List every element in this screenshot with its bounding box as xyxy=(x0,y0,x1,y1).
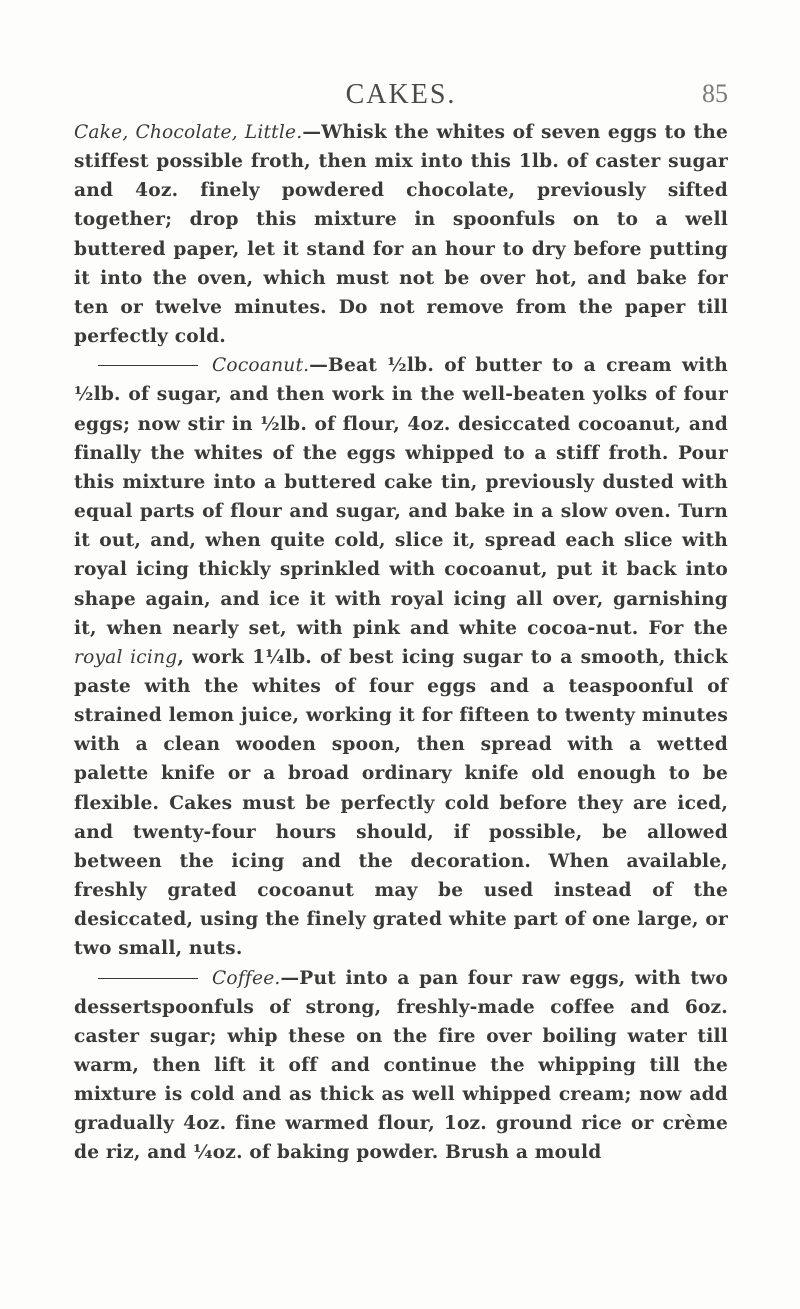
recipe-title: Cocoanut. xyxy=(212,355,310,377)
recipe-emphasis: royal icing xyxy=(74,646,178,668)
recipe-body: —Whisk the whites of seven eggs to the stiffest possible froth, then mix into this 1lb. of caster sugar and 4oz. finely powdered chocolate, previously sifted together; drop this mixture in spoonfuls on to a well buttered paper, let it stand for an hour to dry before putting it into the oven, which must not be over hot, and bake for ten or twelve minutes. Do not remove from the paper till perfectly cold. xyxy=(74,122,728,348)
recipe-title: Cake, Chocolate, Little. xyxy=(74,122,303,143)
running-title: CAKES. xyxy=(345,79,457,110)
ditto-rule xyxy=(98,978,198,980)
recipe-body: —Put into a pan four raw eggs, with two dessertspoonfuls of strong, freshly-made coffee and 6oz. caster sugar; whip these on the fire over boiling water till warm, then lift it off and continue the whipping till the mixture is cold and as thick as well whipped cream; now add gradually 4oz. fine warmed flour, 1oz. ground rice or crème de riz, and ¼oz. of baking powder. Brush a mould xyxy=(74,967,728,1164)
running-head xyxy=(74,0,728,118)
ditto-rule xyxy=(98,365,198,367)
page-number: 85 xyxy=(702,79,728,108)
recipe-coffee xyxy=(74,964,728,1168)
recipe-body: —Beat ½lb. of butter to a cream with ½lb. of sugar, and then work in the well-beaten yolks of four eggs; now stir in ½lb. of flour, 4oz. desiccated cocoanut, and finally the whites of the eggs whipped to a stiff froth. Pour this mixture into a buttered cake tin, previously dusted with equal parts of flour and sugar, and bake in a slow oven. Turn it out, and, when quite cold, slice it, spread each slice with royal icing thickly sprinkled with cocoanut, put it back into shape again, and ice it with royal icing all over, garnishing it, when nearly set, with pink and white cocoa-nut. For the xyxy=(74,355,728,639)
recipe-body-continued: , work 1¼lb. of best icing sugar to a smooth, thick paste with the whites of four eggs and a teaspoonful of strained lemon juice, working it for fifteen to twenty minutes with a clean wooden spoon, then spread with a wetted palette knife or a broad ordinary knife old enough to be flexible. Cakes must be perfectly cold before they are iced, and twenty-four hours should, if possible, be allowed between the icing and the decoration. When available, freshly grated cocoanut may be used instead of the desiccated, using the finely grated white part of one large, or two small, nuts. xyxy=(74,646,728,960)
recipe-title: Coffee. xyxy=(212,967,281,989)
recipe-chocolate-little xyxy=(74,118,728,351)
recipe-cocoanut xyxy=(74,351,728,963)
